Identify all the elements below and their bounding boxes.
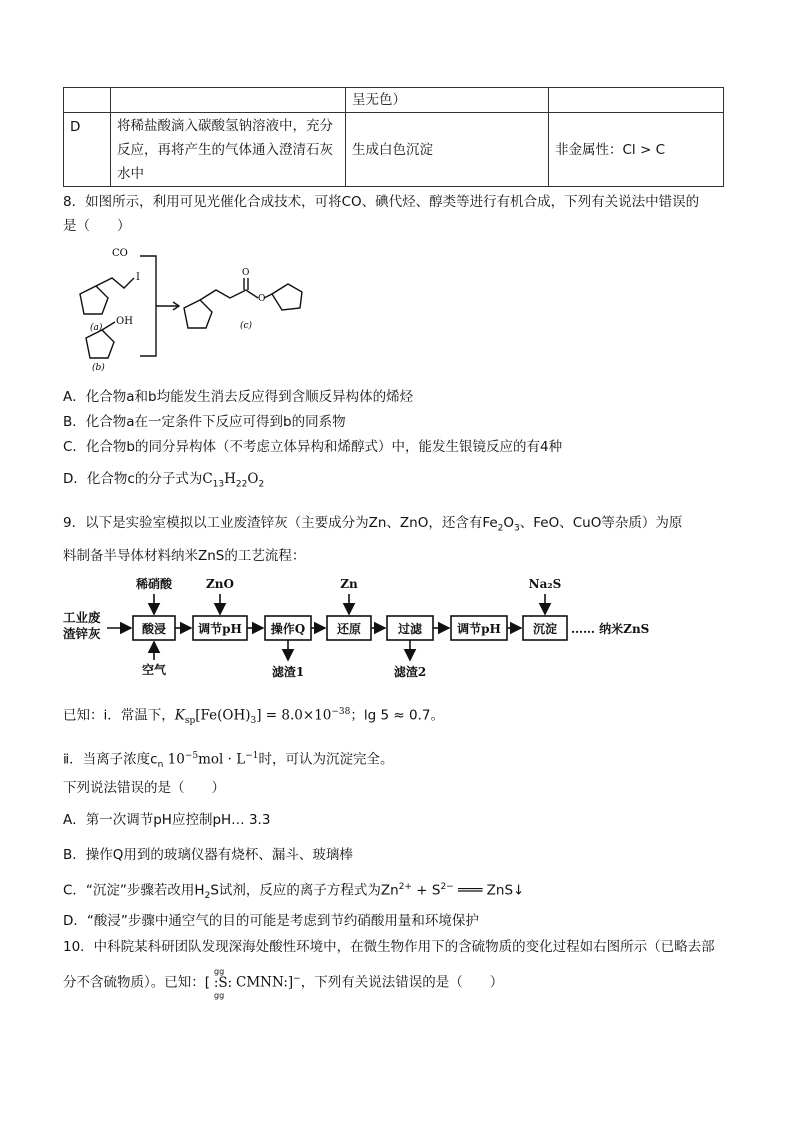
known-ii-exp2: −1 — [245, 751, 259, 761]
label-b: (b) — [92, 363, 105, 372]
feed-label-2: 渣锌灰 — [63, 626, 101, 641]
option-c-prefix: C．“沉淀”步骤若改用H — [63, 882, 205, 899]
table-row — [64, 88, 724, 113]
q10-ask: ，下列有关说法错误的是（ ） — [300, 974, 504, 991]
table-cell — [549, 88, 724, 113]
charge-minus: − — [293, 974, 301, 984]
label-c: (c) — [240, 321, 253, 331]
step-precipitate: 沉淀 — [532, 622, 558, 636]
feed-label-1: 工业废 — [63, 610, 101, 625]
reagent-zn: Zn — [340, 577, 358, 591]
fe-o: O — [503, 515, 515, 531]
reagent-zno: ZnO — [206, 577, 234, 591]
q9-option-b: B．操作Q用到的玻璃仪器有烧杯、漏斗、玻璃棒 — [63, 847, 353, 863]
table-cell: 呈无色） — [346, 88, 549, 113]
reagent-nitric-acid: 稀硝酸 — [135, 577, 173, 591]
operation-line: 水中 — [117, 165, 144, 182]
step-filter: 过滤 — [397, 622, 423, 636]
step-operation-q: 操作Q — [270, 622, 306, 636]
q9-process-flow — [63, 572, 663, 688]
ksp-sub: sp — [184, 716, 196, 727]
q9-stem-cont: 料制备半导体材料纳米ZnS的工艺流程： — [63, 548, 306, 564]
co-label: CO — [112, 248, 128, 259]
thiocyanate-s — [210, 966, 236, 1000]
option-c-plus: + S — [411, 882, 441, 899]
oh-bond — [102, 322, 115, 330]
residue-2: 滤渣2 — [393, 665, 427, 679]
ksp-expr: [Fe(OH) — [195, 707, 251, 724]
options-table — [63, 87, 724, 187]
phenomenon-cell: 生成白色沉淀 — [346, 113, 549, 187]
table-cell — [111, 88, 346, 113]
known-ii-a: ⅱ．当离子浓度c — [63, 751, 158, 768]
q8-option-a: A．化合物a和b均能发生消去反应得到含顺反异构体的烯烃 — [63, 389, 414, 405]
residue-1: 滤渣1 — [271, 665, 305, 679]
q9-ask: 下列说法错误的是（ ） — [63, 780, 225, 796]
fe-sub: 2 — [497, 523, 504, 534]
zn-charge: 2+ — [398, 882, 412, 892]
q9-option-a: A．第一次调节pH应控制pH… 3.3 — [63, 812, 271, 828]
q9-option-c — [63, 877, 524, 906]
known-ii-exp1: −5 — [184, 751, 199, 761]
known-ii-sub: n — [157, 760, 164, 771]
q9-option-d: D．“酸浸”步骤中通空气的目的可能是考虑到节约硝酸用量和环境保护 — [63, 913, 479, 929]
q8-stem-cont: 是（ ） — [63, 218, 131, 234]
q8-stem: 8．如图所示，利用可见光催化合成技术，可将CO、碘代烃、醇类等进行有机合成，下列有关说法中错误的 — [63, 194, 700, 210]
s-atom: :S: — [213, 974, 233, 991]
ring-b — [86, 330, 114, 358]
q8-option-b: B．化合物a在一定条件下反应可得到b的同系物 — [63, 414, 346, 430]
dots-bottom: gg — [214, 990, 225, 1000]
oh-label: OH — [116, 316, 133, 327]
cn-part: CMNN:] — [236, 974, 294, 991]
ring-c1 — [184, 300, 212, 328]
formula-o-count: 2 — [258, 479, 265, 490]
q9-stem-b: 、FeO、CuO等杂质）为原 — [519, 515, 683, 531]
q10-stem: 10．中科院某科研团队发现深海处酸性环境中，在微生物作用下的含硫物质的变化过程如右图所示（已略去部 — [63, 939, 715, 955]
dots-top: gg — [214, 966, 225, 976]
step-adjust-ph-1: 调节pH — [198, 622, 242, 636]
formula-h: H — [224, 471, 236, 487]
formula-c-count: 13 — [212, 479, 225, 490]
q10-stem-cont — [63, 966, 504, 1000]
input-air: 空气 — [141, 663, 167, 677]
ksp-sub3: 3 — [250, 716, 257, 727]
q9-known-i — [63, 702, 444, 731]
ksp-symbol: K — [174, 707, 185, 724]
known-i-prefix: 已知：ⅰ．常温下， — [63, 707, 175, 724]
option-c-eq: ═══ ZnS↓ — [453, 882, 525, 899]
q10-known-prefix: 分不含硫物质）。已知：[ — [63, 974, 211, 991]
chain-a — [96, 278, 134, 288]
q8-reaction-figure — [60, 244, 320, 372]
option-c-mid: S试剂，反应的离子方程式为Zn — [210, 882, 399, 899]
iodine-label: I — [136, 272, 140, 283]
chain-c — [200, 290, 258, 300]
option-d-prefix: D．化合物c的分子式为 — [63, 471, 203, 487]
q9-stem — [63, 513, 682, 539]
q9-known-ii — [63, 746, 393, 775]
step-acid-leach: 酸浸 — [141, 622, 167, 636]
q8-option-d — [63, 469, 264, 495]
known-i-tail: ；lg 5 ≈ 0.7。 — [350, 707, 444, 724]
label-a: (a) — [90, 323, 103, 333]
known-ii-b: 10 — [163, 751, 185, 768]
ester-o-label: O — [258, 294, 266, 304]
known-ii-c: mol · L — [198, 751, 246, 768]
h2-sub: 2 — [204, 891, 211, 902]
row-label: D — [64, 113, 111, 187]
q8-option-c: C．化合物b的同分异构体（不考虑立体异构和烯醇式）中，能发生银镜反应的有4种 — [63, 439, 563, 455]
operation-line: 将稀盐酸滴入碳酸氢钠溶液中，充分 — [117, 117, 333, 134]
known-ii-d: 时，可认为沉淀完全。 — [258, 751, 394, 768]
ksp-exponent: −38 — [331, 707, 351, 717]
formula-h-count: 22 — [235, 479, 248, 490]
ksp-value: ] = 8.0×10 — [256, 707, 332, 724]
s-charge: 2− — [440, 882, 454, 892]
table-cell — [64, 88, 111, 113]
formula-c: C — [202, 471, 213, 487]
step-adjust-ph-2: 调节pH — [457, 622, 501, 636]
conclusion-cell: 非金属性：Cl > C — [549, 113, 724, 187]
q9-stem-a: 9．以下是实验室模拟以工业废渣锌灰（主要成分为Zn、ZnO，还含有Fe — [63, 515, 498, 531]
ring-c2 — [272, 284, 302, 310]
step-reduce: 还原 — [336, 622, 362, 636]
reagent-na2s: Na₂S — [528, 577, 562, 591]
table-row — [64, 113, 724, 187]
o-sub: 3 — [514, 523, 520, 534]
carbonyl-o-label: O — [242, 268, 250, 278]
bracket — [140, 256, 156, 356]
operation-line: 反应，再将产生的气体通入澄清石灰 — [117, 141, 333, 158]
operation-cell — [111, 113, 346, 187]
ring-a — [80, 286, 108, 314]
product-label: …… 纳米ZnS — [571, 622, 650, 636]
formula-o: O — [247, 471, 259, 487]
